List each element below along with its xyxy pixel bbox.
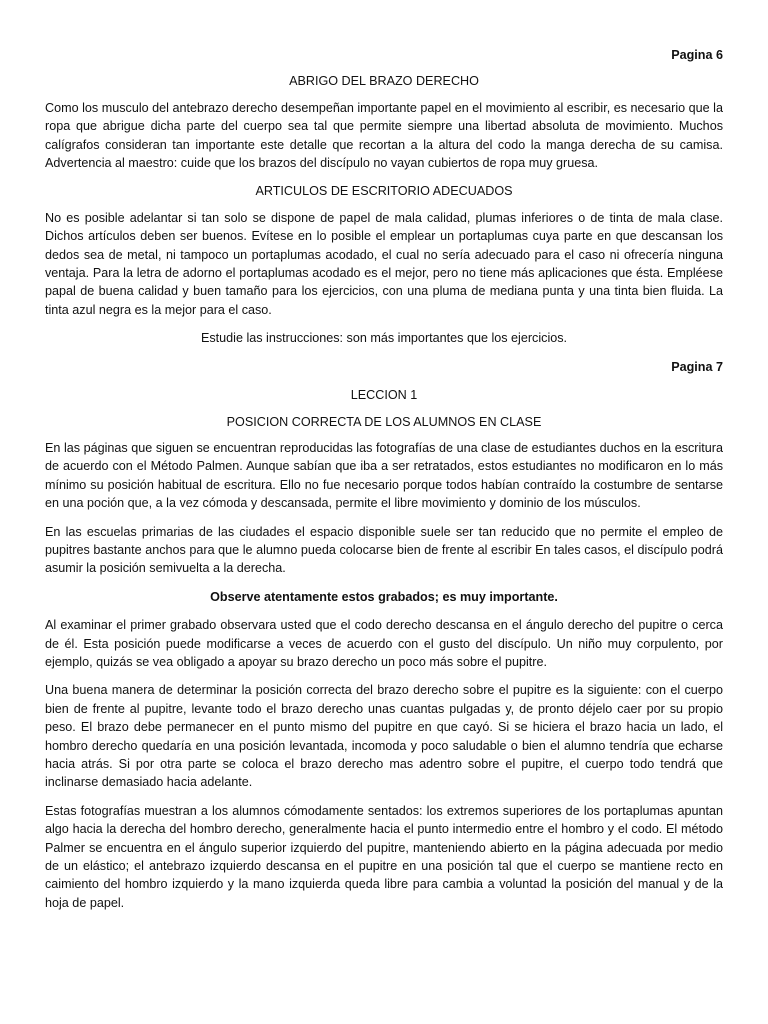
paragraph-escuelas: En las escuelas primarias de las ciudades el espacio disponible suele ser tan reducido que no permite el empleo de pupitres bastante anchos para que le alumno pueda colocarse bien de frente al escribir En tales casos, el discípulo podrá asumir la posición semivuelta a la derecha. xyxy=(45,524,723,576)
emphasis-note: Observe atentamente estos grabados; es muy importante. xyxy=(210,589,558,604)
section-heading-articulos: ARTICULOS DE ESCRITORIO ADECUADOS xyxy=(255,184,513,199)
section-heading-posicion: POSICION CORRECTA DE LOS ALUMNOS EN CLASE xyxy=(226,414,542,429)
page-number-6: Pagina 6 xyxy=(671,48,723,62)
document-page xyxy=(45,0,723,1024)
paragraph-articulos: No es posible adelantar si tan solo se dispone de papel de mala calidad, plumas inferiores o de tinta de mala clase. Dichos artículos deben ser buenos. Evítese en lo posible el emplear un portaplumas cuya parte en que descansan los dedos sea de metal, ni tampoco un portaplumas acodado, el cual no sería adecuado para el caso ni ofrecería ninguna ventaja. Para la letra de adorno el portaplumas acodado es el mejor, pero no tiene más aplicaciones que ésta. Empléese papal de buena calidad y buen tamaño para los ejercicios, con una pluma de mediana punta y una tinta bien fluida. La tinta azul negra es la mejor para el caso. xyxy=(45,210,723,317)
instructions-note: Estudie las instrucciones: son más importantes que los ejercicios. xyxy=(200,331,568,346)
paragraph-alumnos-sentados: Estas fotografías muestran a los alumnos cómodamente sentados: los extremos superiores de los portaplumas apuntan algo hacia la derecha del hombro derecho, generalmente hacia el punto intermedio entre el hombro y el codo. El método Palmer se encuentra en el ángulo superior izquierdo del pupitre, manteniendo abierto en la página adecuada por medio de un elástico; el antebrazo izquierdo descansa en el pupitre en una posición tal que el cuerpo se mantiene recto en caimiento del hombro izquierdo y la mano izquierda queda libre para cambia a voluntad la posición del manual y de la hoja de papel. xyxy=(45,803,723,910)
section-heading-abrigo: ABRIGO DEL BRAZO DERECHO xyxy=(289,74,479,89)
paragraph-brazo-derecho: Una buena manera de determinar la posición correcta del brazo derecho sobre el pupitre es la siguiente: con el cuerpo bien de frente al pupitre, levante todo el brazo derecho unas cuantas pulgadas y, de pronto déjelo caer por su propio peso. El brazo debe permanecer en el punto mismo del pupitre en que cayó. Si se hiciera el brazo hacia un lado, el hombro derecho quedaría en una posición levantada, incomoda y poco saludable o bien el alumno tendría que echarse hacia atrás. Si por otra parte se coloca el brazo derecho mas adentro sobre el pupitre, el cuerpo todo tendrá que inclinarse demasiado hacia adelante. xyxy=(45,683,723,790)
page-number-7: Pagina 7 xyxy=(671,359,723,374)
paragraph-primer-grabado: Al examinar el primer grabado observara usted que el codo derecho descansa en el ángulo derecho del pupitre o cerca de él. Esta posición puede modificarse a veces de acuerdo con el gusto del discípulo. Un niño muy corpulento, por ejemplo, quizás se vea obligado a apoyar su brazo derecho un poco más sobre el pupitre. xyxy=(45,618,723,669)
lesson-heading: LECCION 1 xyxy=(350,388,418,403)
paragraph-fotografias: En las páginas que siguen se encuentran reproducidas las fotografías de una clase de estudiantes duchos en la escritura de acuerdo con el Método Palmen. Aunque sabían que iba a ser retratados, estos estudiantes no modificaron en lo más mínimo su posición habitual de escritura. Ello no fue necesario porque todos habían contraído la costumbre de sentarse en una poción que, a la vez cómoda y descansada, permite el libre movimiento y dominio de los músculos. xyxy=(45,440,723,511)
paragraph-abrigo: Como los musculo del antebrazo derecho desempeñan importante papel en el movimiento al escribir, es necesario que la ropa que abrigue dicha parte del cuerpo sea tal que permite siempre una libertad absoluta de movimiento. Muchos calígrafos consideran tan importante este detalle que recortan a la altura del codo la manga derecha de su camisa. Advertencia al maestro: cuide que los brazos del discípulo no vayan cubiertos de ropa muy gruesa. xyxy=(45,100,723,171)
